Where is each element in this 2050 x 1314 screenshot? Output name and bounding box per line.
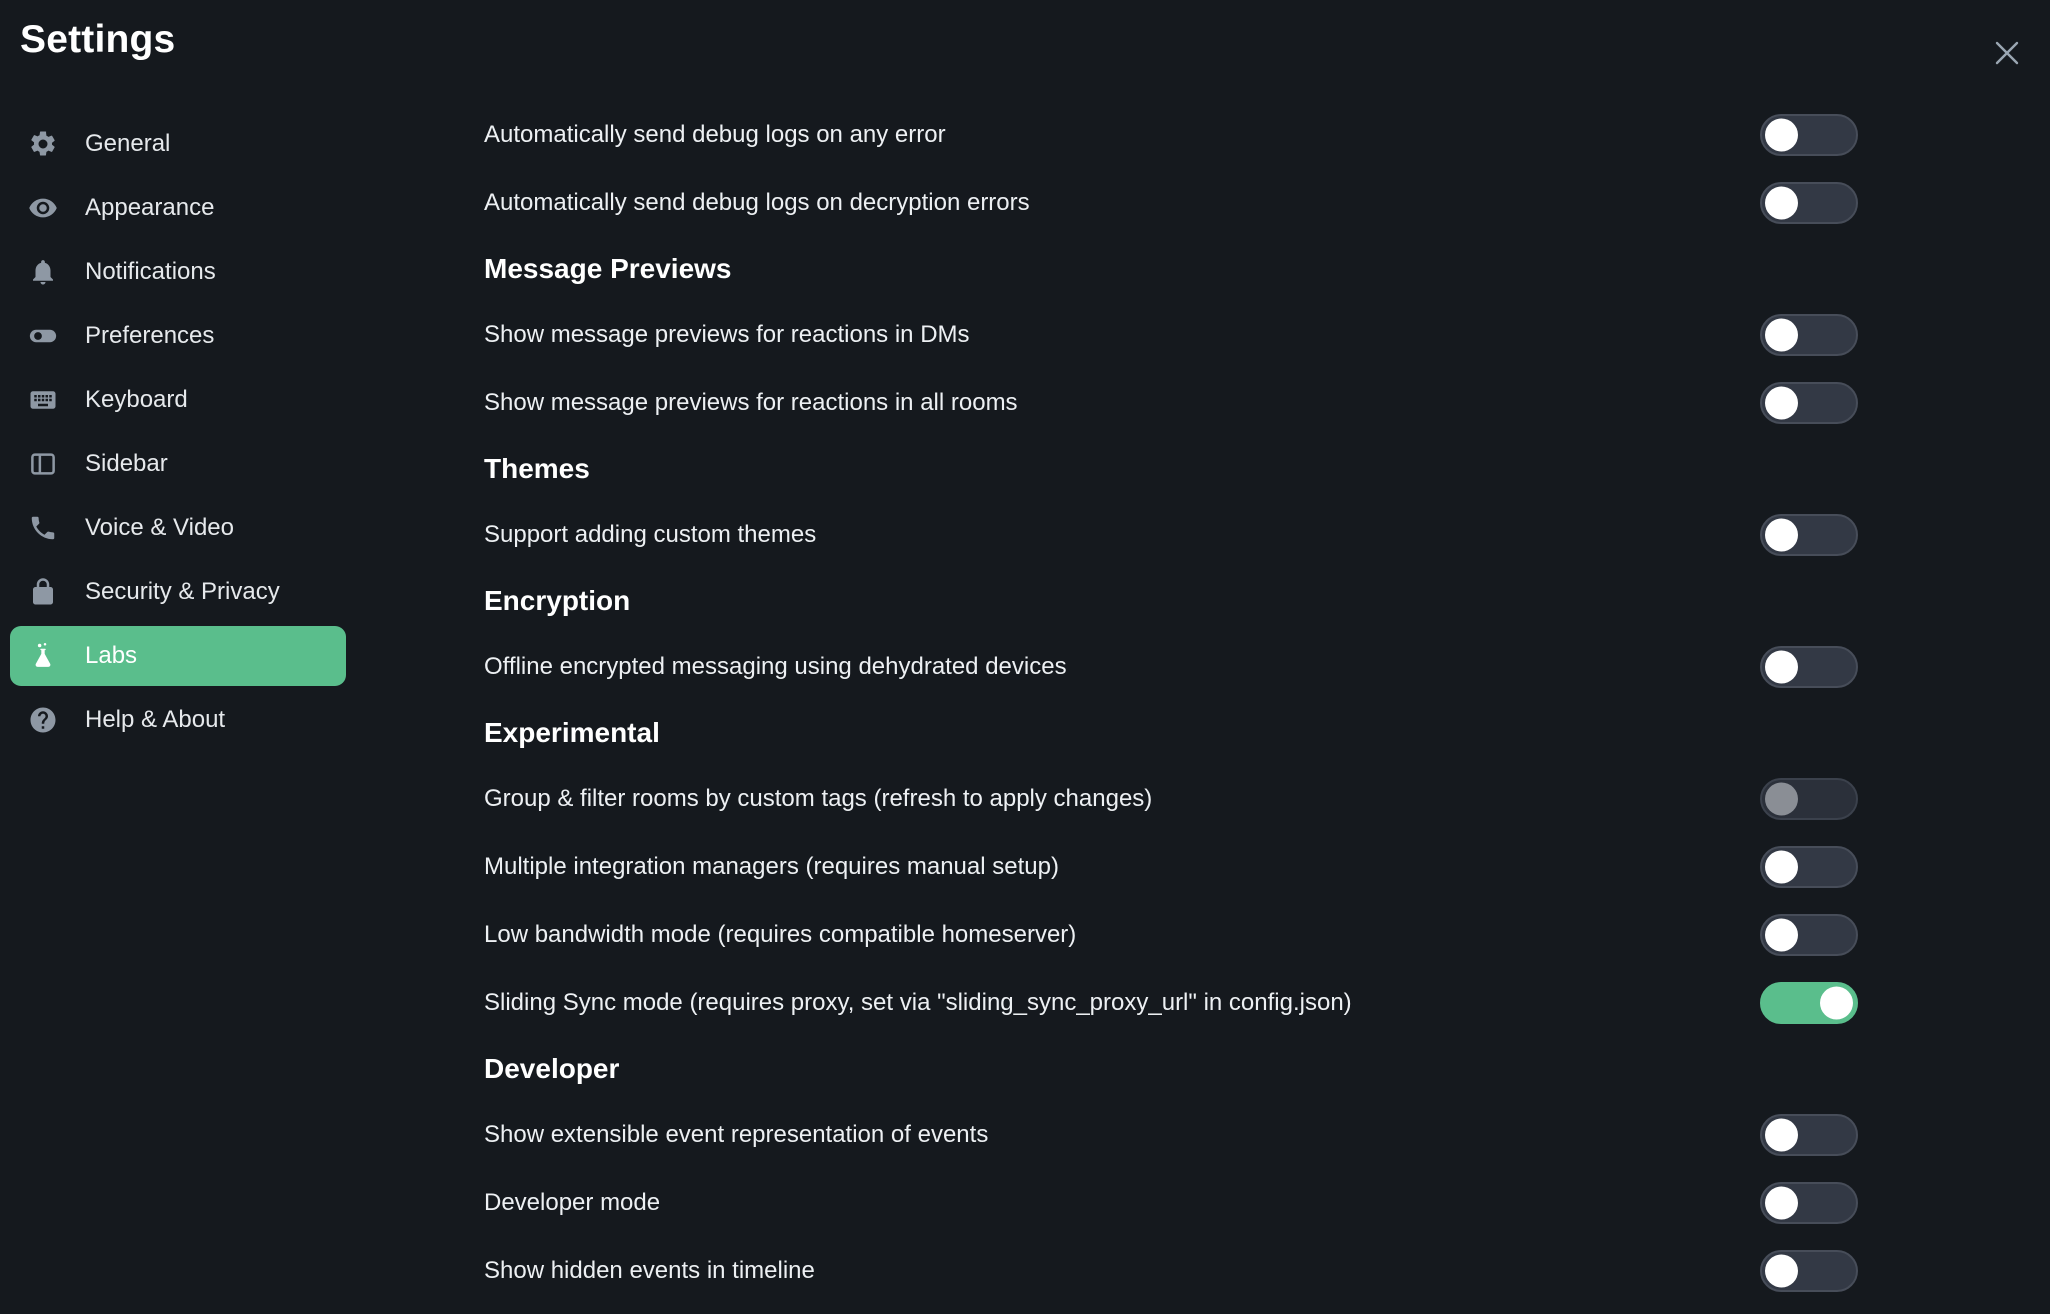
toggle-switch[interactable] — [1760, 846, 1858, 888]
sidebar-item-voice-video[interactable] — [10, 498, 346, 558]
columns-icon — [28, 449, 58, 479]
sidebar-item-help-about[interactable] — [10, 690, 346, 750]
toggle-row — [484, 169, 1858, 237]
section-heading: Developer — [484, 1053, 620, 1084]
toggle-row — [484, 1101, 1858, 1169]
close-button[interactable] — [1984, 30, 2030, 76]
keyboard-icon — [28, 385, 58, 415]
toggle-switch — [1760, 778, 1858, 820]
toggle-row-label: Show hidden events in timeline — [484, 1257, 815, 1284]
toggle-switch[interactable] — [1760, 1250, 1858, 1292]
sidebar-item-label: Security & Privacy — [85, 578, 280, 605]
toggle-row-label: Developer mode — [484, 1189, 661, 1216]
toggle-row — [484, 1169, 1858, 1237]
toggle-knob — [1765, 851, 1798, 884]
toggle-knob — [1820, 987, 1853, 1020]
sidebar-item-label: Notifications — [85, 258, 216, 285]
labs-settings-content — [484, 101, 1858, 1305]
sidebar-item-preferences[interactable] — [10, 306, 346, 366]
toggle-row — [484, 1237, 1858, 1305]
toggle-row — [484, 301, 1858, 369]
toggle-knob — [1765, 319, 1798, 352]
toggle-row-label: Sliding Sync mode (requires proxy, set via "sliding_sync_proxy_url" in config.json) — [484, 989, 1352, 1016]
toggle-row-label: Show message previews for reactions in all rooms — [484, 389, 1018, 416]
sidebar-item-label: Appearance — [85, 194, 215, 221]
toggle-knob — [1765, 519, 1798, 552]
eye-icon — [28, 193, 58, 223]
sidebar-item-general[interactable] — [10, 114, 346, 174]
toggle-row-label: Automatically send debug logs on decryption errors — [484, 189, 1030, 216]
toggle-row-label: Show message previews for reactions in DMs — [484, 321, 970, 348]
toggle-switch[interactable] — [1760, 514, 1858, 556]
bell-icon — [28, 257, 58, 287]
toggle-row — [484, 969, 1858, 1037]
toggle-row — [484, 833, 1858, 901]
toggle-switch[interactable] — [1760, 382, 1858, 424]
toggle-knob — [1765, 919, 1798, 952]
toggle-row — [484, 369, 1858, 437]
sidebar-item-security-privacy[interactable] — [10, 562, 346, 622]
sidebar-item-labs[interactable] — [10, 626, 346, 686]
settings-sidebar — [10, 114, 346, 750]
toggle-row — [484, 501, 1858, 569]
sidebar-item-label: General — [85, 130, 171, 157]
lock-icon — [28, 577, 58, 607]
toggle-switch[interactable] — [1760, 1114, 1858, 1156]
sidebar-item-label: Preferences — [85, 322, 215, 349]
toggle-switch[interactable] — [1760, 982, 1858, 1024]
toggle-switch[interactable] — [1760, 114, 1858, 156]
toggle-row — [484, 765, 1858, 833]
phone-icon — [28, 513, 58, 543]
toggle-knob — [1765, 119, 1798, 152]
toggle-knob — [1765, 1119, 1798, 1152]
sidebar-item-notifications[interactable] — [10, 242, 346, 302]
toggle-row — [484, 901, 1858, 969]
toggle-row-label: Show extensible event representation of events — [484, 1121, 989, 1148]
toggle-switch[interactable] — [1760, 1182, 1858, 1224]
page-title: Settings — [20, 18, 176, 61]
section-heading: Themes — [484, 453, 590, 484]
toggle-row — [484, 633, 1858, 701]
sidebar-item-appearance[interactable] — [10, 178, 346, 238]
section-heading: Experimental — [484, 717, 660, 748]
toggle-knob — [1765, 187, 1798, 220]
section-heading: Encryption — [484, 585, 631, 616]
toggle-row-label: Support adding custom themes — [484, 521, 817, 548]
toggle-knob — [1765, 651, 1798, 684]
toggle-switch[interactable] — [1760, 646, 1858, 688]
sidebar-item-sidebar[interactable] — [10, 434, 346, 494]
question-circle-icon — [28, 705, 58, 735]
toggle-switch[interactable] — [1760, 314, 1858, 356]
section-heading: Message Previews — [484, 253, 732, 284]
sidebar-item-label: Voice & Video — [85, 514, 235, 541]
toggle-row-label: Low bandwidth mode (requires compatible homeserver) — [484, 921, 1077, 948]
sidebar-item-label: Help & About — [85, 706, 226, 733]
toggle-knob — [1765, 1187, 1798, 1220]
toggle-row-label: Group & filter rooms by custom tags (refresh to apply changes) — [484, 785, 1153, 812]
sidebar-item-keyboard[interactable] — [10, 370, 346, 430]
toggle-row-label: Offline encrypted messaging using dehydrated devices — [484, 653, 1067, 680]
toggle-knob — [1765, 387, 1798, 420]
sidebar-item-label: Sidebar — [85, 450, 168, 477]
toggle-row-label: Automatically send debug logs on any error — [484, 121, 946, 148]
toggle-switch[interactable] — [1760, 182, 1858, 224]
toggle-row — [484, 101, 1858, 169]
toggle-knob — [1765, 783, 1798, 816]
close-icon — [1990, 36, 2024, 70]
sidebar-item-label: Keyboard — [85, 386, 188, 413]
toggle-switch[interactable] — [1760, 914, 1858, 956]
toggle-icon — [28, 321, 58, 351]
gear-icon — [28, 129, 58, 159]
flask-icon — [28, 641, 58, 671]
toggle-knob — [1765, 1255, 1798, 1288]
toggle-row-label: Multiple integration managers (requires manual setup) — [484, 853, 1059, 880]
sidebar-item-label: Labs — [85, 642, 138, 669]
